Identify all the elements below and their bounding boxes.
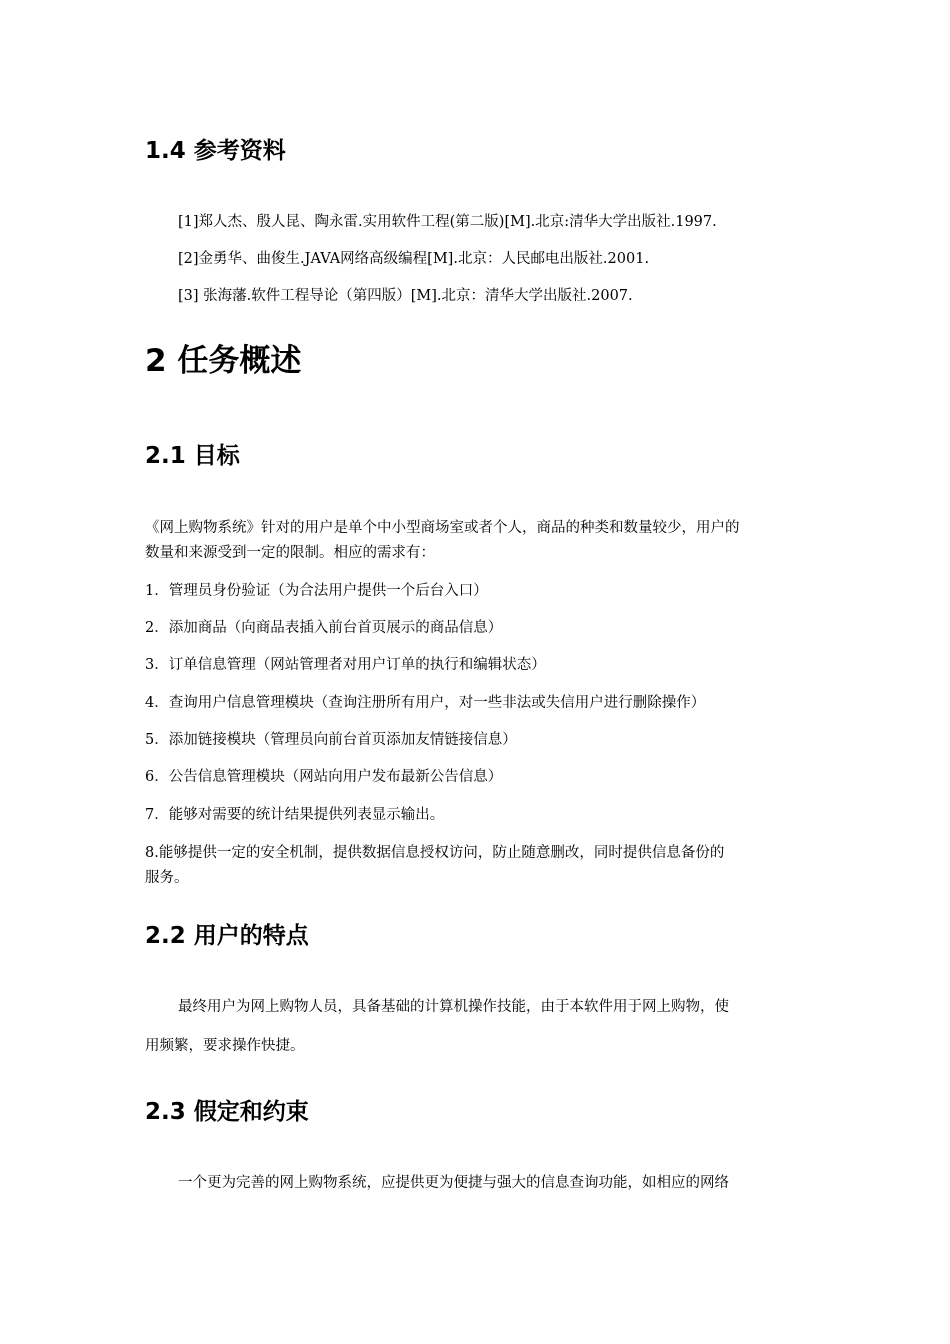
user-traits-line-2: 用频繁，要求操作快捷。 — [145, 1038, 305, 1054]
reference-3: [3] 张海藩.软件工程导论（第四版）[M].北京：清华大学出版社.2007. — [178, 288, 633, 304]
heading-1-4: 1.4 参考资料 — [145, 138, 286, 164]
requirement-item-4: 4．查询用户信息管理模块（查询注册所有用户，对一些非法或失信用户进行删除操作） — [145, 695, 706, 711]
requirement-item-7: 7．能够对需要的统计结果提供列表显示输出。 — [145, 807, 445, 823]
requirement-item-6: 6．公告信息管理模块（网站向用户发布最新公告信息） — [145, 769, 503, 785]
requirement-item-2: 2．添加商品（向商品表插入前台首页展示的商品信息） — [145, 620, 503, 636]
heading-2-3: 2.3 假定和约束 — [145, 1099, 309, 1125]
requirement-item-8-line-1: 8.能够提供一定的安全机制，提供数据信息授权访问，防止随意删改，同时提供信息备份的 — [145, 845, 725, 861]
requirement-item-5: 5．添加链接模块（管理员向前台首页添加友情链接信息） — [145, 732, 517, 748]
requirement-item-3: 3．订单信息管理（网站管理者对用户订单的执行和编辑状态） — [145, 657, 546, 673]
reference-2: [2]金勇华、曲俊生.JAVA网络高级编程[M].北京：人民邮电出版社.2001. — [178, 251, 650, 267]
requirement-item-1: 1．管理员身份验证（为合法用户提供一个后台入口） — [145, 583, 488, 599]
user-traits-line-1: 最终用户为网上购物人员，具备基础的计算机操作技能，由于本软件用于网上购物，使 — [178, 999, 729, 1015]
constraints-line-1: 一个更为完善的网上购物系统，应提供更为便捷与强大的信息查询功能，如相应的网络 — [178, 1175, 729, 1191]
heading-2-1: 2.1 目标 — [145, 443, 240, 469]
heading-chapter-2: 2 任务概述 — [145, 343, 302, 379]
intro-line-1: 《网上购物系统》针对的用户是单个中小型商场室或者个人，商品的种类和数量较少，用户的 — [145, 520, 740, 536]
intro-line-2: 数量和来源受到一定的限制。相应的需求有： — [145, 545, 435, 561]
reference-1: [1]郑人杰、殷人昆、陶永雷.实用软件工程(第二版)[M].北京:清华大学出版社.1997. — [178, 214, 717, 230]
requirement-item-8-line-2: 服务。 — [145, 870, 189, 886]
heading-2-2: 2.2 用户的特点 — [145, 923, 309, 949]
